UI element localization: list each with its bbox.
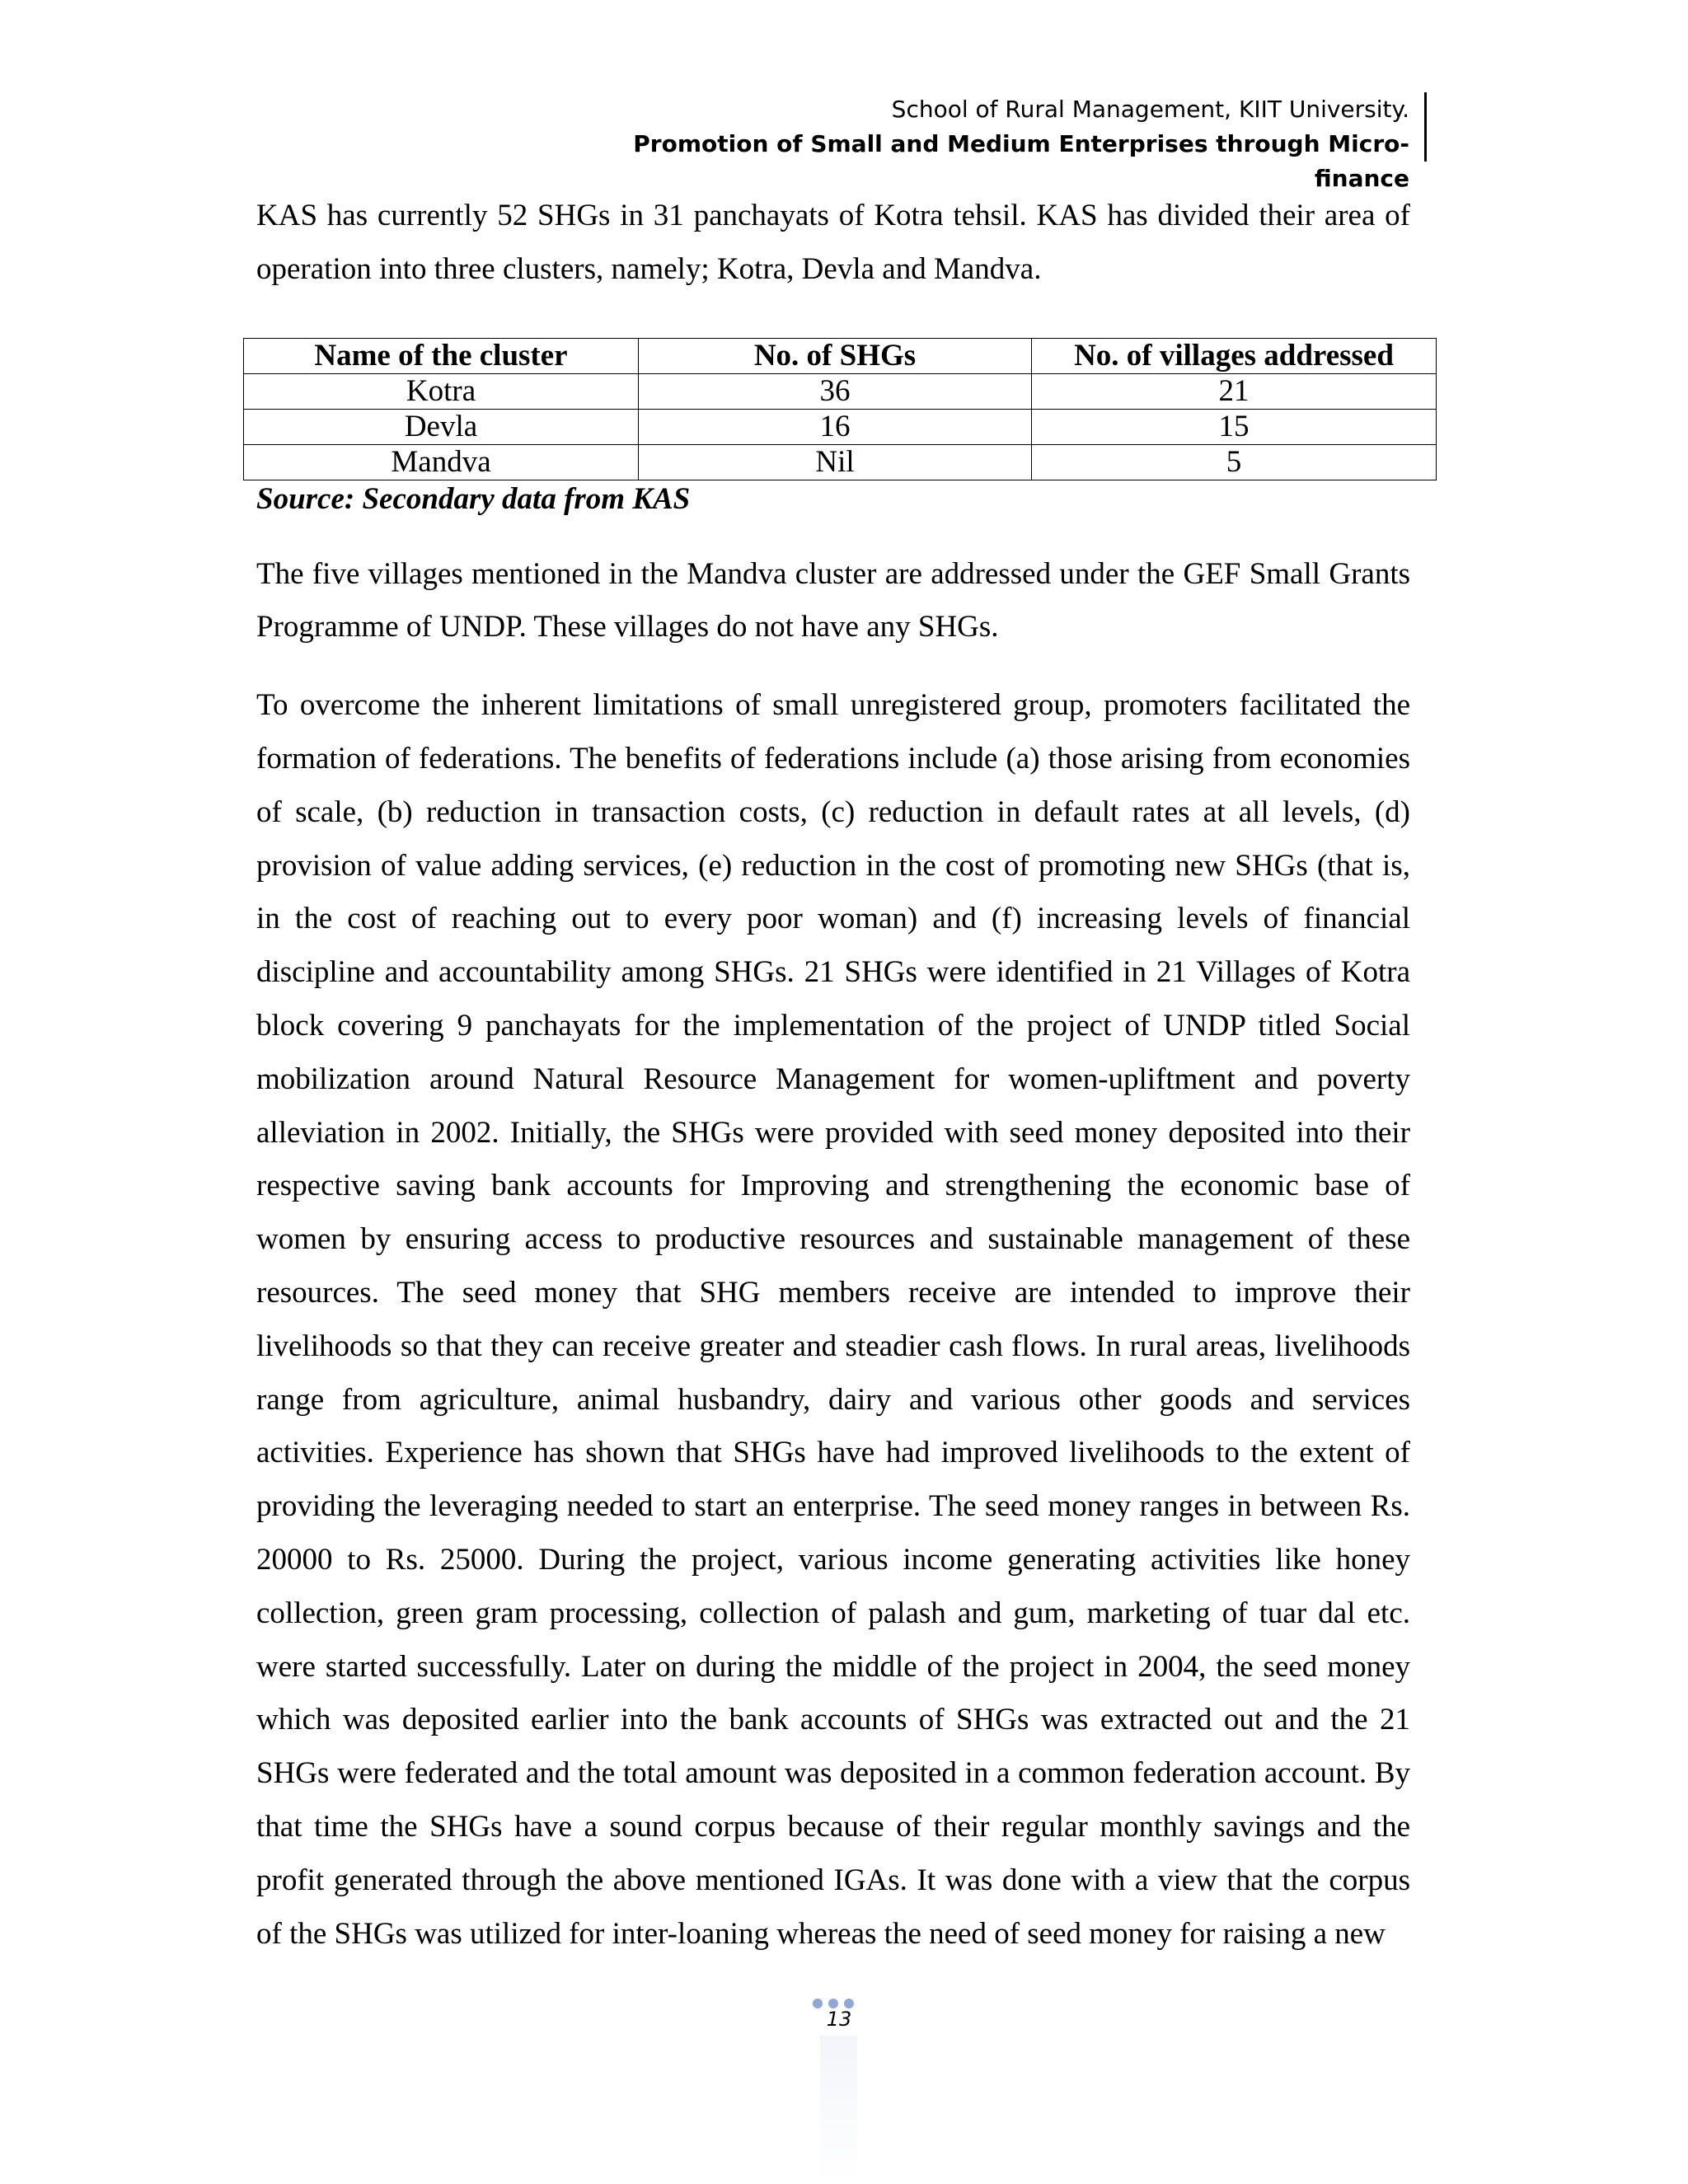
table-cell: Nil — [639, 444, 1032, 480]
column-header-shgs: No. of SHGs — [639, 338, 1032, 373]
page-number: 13 — [826, 2008, 852, 2031]
source-note: Source: Secondary data from KAS — [256, 481, 691, 516]
table-cell: Devla — [244, 409, 639, 444]
table-row — [244, 409, 1437, 444]
header-institution: School of Rural Management, KIIT University. — [891, 96, 1409, 123]
table-cell: 15 — [1032, 409, 1437, 444]
page-header — [577, 92, 1409, 196]
column-header-cluster: Name of the cluster — [244, 338, 639, 373]
column-header-villages: No. of villages addressed — [1032, 338, 1437, 373]
paragraph-federations: To overcome the inherent limitations of small unregistered group, promoters facilitated the formation of federations. The benefits of federations include (a) those arising from economies of scale, (b) reduction in transaction costs, (c) reduction in default rates at all levels, (d) provision of value adding services, (e) reduction in the cost of promoting new SHGs (that is, in the cost of reaching out to every poor woman) and (f) increasing levels of financial discipline and accountability among SHGs. 21 SHGs were identified in 21 Villages of Kotra block covering 9 panchayats for the implementation of the project of UNDP titled Social mobilization around Natural Resource Management for women-upliftment and poverty alleviation in 2002. Initially, the SHGs were provided with seed money deposited into their respective saving bank accounts for Improving and strengthening the economic base of women by ensuring access to productive resources and sustainable management of these resources. The seed money that SHG members receive are intended to improve their livelihoods so that they can receive greater and steadier cash flows. In rural areas, livelihoods range from agriculture, animal husbandry, dairy and various other goods and services activities. Experience has shown that SHGs have had improved livelihoods to the extent of providing the leveraging needed to start an enterprise. The seed money ranges in between Rs. 20000 to Rs. 25000. During the project, various income generating activities like honey collection, green gram processing, collection of palash and gum, marketing of tuar dal etc. were started successfully. Later on during the middle of the project in 2004, the seed money which was deposited earlier into the bank accounts of SHGs was extracted out and the 21 SHGs were federated and the total amount was deposited in a common federation account. By that time the SHGs have a sound corpus because of their regular monthly savings and the profit generated through the above mentioned IGAs. It was done with a view that the corpus of the SHGs was utilized for inter-loaning whereas the need of seed money for raising a new — [256, 688, 1410, 1951]
table-cell: 21 — [1032, 373, 1437, 409]
table-cell: 16 — [639, 409, 1032, 444]
table-row — [244, 373, 1437, 409]
header-title: Promotion of Small and Medium Enterprises through Micro-finance — [633, 130, 1409, 192]
paragraph-mandva: The five villages mentioned in the Mandva cluster are addressed under the GEF Small Grants Programme of UNDP. These villages do not have any SHGs. — [256, 556, 1410, 644]
page-content — [256, 190, 1410, 1961]
table-row — [244, 444, 1437, 480]
header-divider — [1424, 92, 1427, 162]
intro-paragraph: KAS has currently 52 SHGs in 31 panchayats of Kotra tehsil. KAS has divided their area of operation into three clusters, namely; Kotra, Devla and Mandva. — [256, 199, 1410, 286]
table-header-row — [244, 338, 1437, 373]
table-cell: 36 — [639, 373, 1032, 409]
table-cell: Mandva — [244, 444, 639, 480]
table-cell: Kotra — [244, 373, 639, 409]
table-cell: 5 — [1032, 444, 1437, 480]
cluster-table — [243, 338, 1437, 480]
footer-decoration — [820, 2036, 857, 2184]
